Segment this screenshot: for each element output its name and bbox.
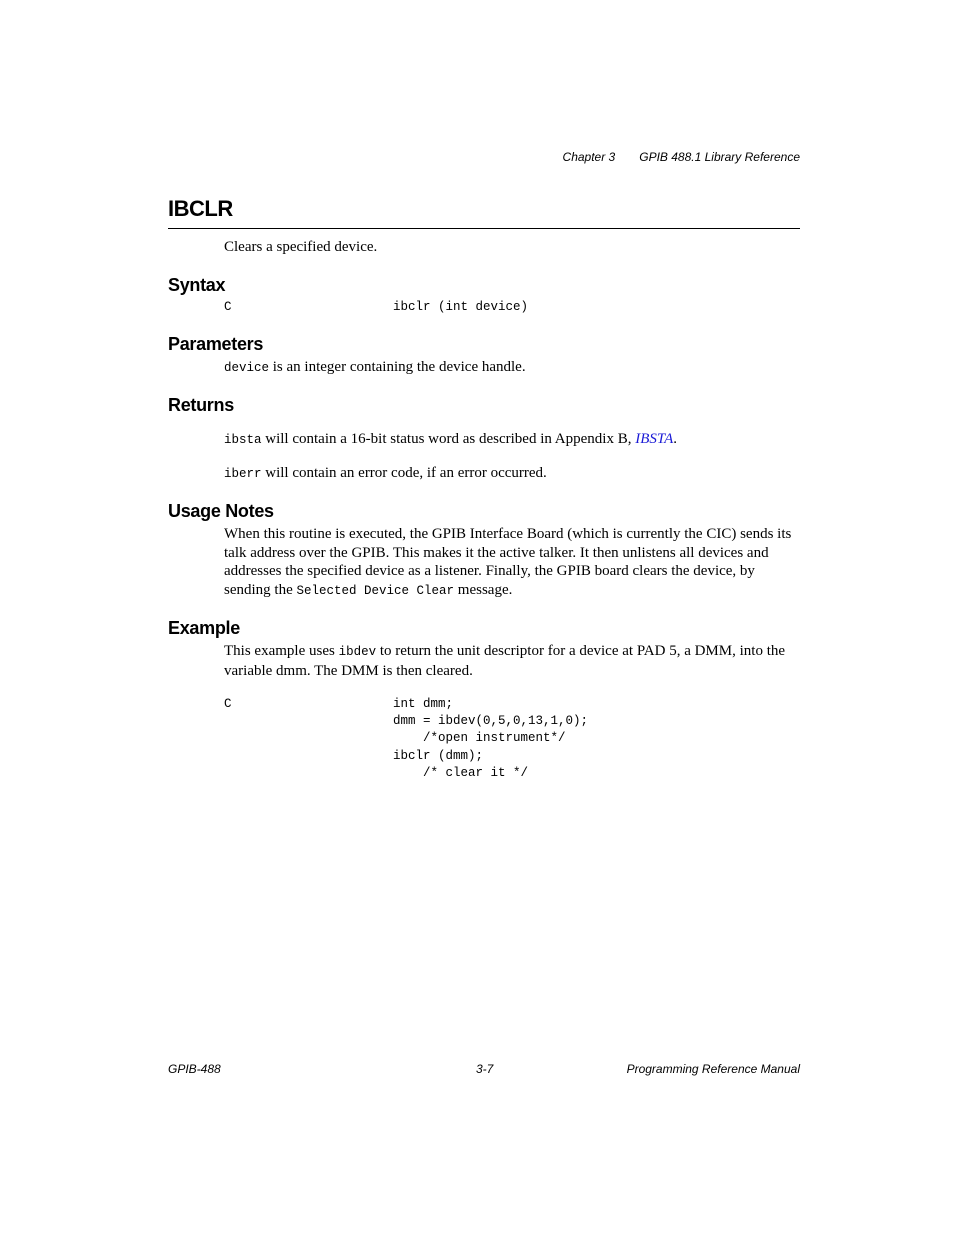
usage-notes-code: Selected Device Clear	[296, 584, 455, 599]
returns-ibsta	[224, 430, 800, 450]
example-paragraph	[224, 642, 800, 680]
usage-notes-text: When this routine is executed, the GPIB Interface Board (which is currently the CIC) sends its talk address over the GPIB. This makes it the active talker. It then unlistens all devices and addresses the specified device as a listener. Finally, the GPIB board clears the device, by sending the	[224, 526, 792, 599]
function-title: IBCLR	[168, 196, 233, 221]
running-header	[563, 150, 800, 164]
example-code-inline: ibdev	[338, 645, 377, 659]
code-line: int dmm;	[393, 697, 454, 711]
code-line: dmm = ibdev(0,5,0,13,1,0);	[393, 714, 589, 729]
syntax-language: C	[224, 300, 232, 314]
iberr-code: iberr	[224, 467, 262, 481]
footer-page-number: 3-7	[476, 1062, 494, 1076]
code-line: /*open instrument*/	[393, 731, 566, 746]
example-text-end: to return the unit descriptor for a device at PAD 5, a DMM, into the variable dmm. The DMM is then cleared.	[224, 643, 786, 679]
parameter-text: is an integer containing the device handle.	[269, 359, 526, 375]
ibsta-text: will contain a 16-bit status word as described in Appendix B,	[261, 431, 636, 447]
footer-left: GPIB-488	[168, 1062, 221, 1076]
example-language: C	[224, 697, 232, 711]
title-rule	[168, 228, 800, 229]
ibsta-code: ibsta	[224, 433, 262, 447]
returns-iberr	[224, 464, 800, 484]
section-label: GPIB 488.1 Library Reference	[639, 150, 800, 164]
example-heading: Example	[168, 618, 240, 638]
example-text: This example uses	[224, 643, 339, 659]
usage-notes-paragraph	[224, 525, 800, 601]
chapter-label: Chapter 3	[562, 150, 616, 164]
syntax-heading: Syntax	[168, 275, 226, 295]
code-line: /* clear it */	[393, 765, 529, 780]
parameter-name: device	[224, 361, 270, 375]
ibsta-period: .	[673, 431, 678, 447]
footer-right: Programming Reference Manual	[626, 1062, 800, 1076]
usage-notes-heading: Usage Notes	[168, 501, 274, 521]
iberr-text: will contain an error code, if an error occurred.	[261, 465, 547, 481]
usage-notes-text-end: message.	[454, 582, 513, 599]
parameter-description	[224, 358, 800, 378]
syntax-prototype: ibclr (int device)	[393, 300, 529, 314]
code-line: ibclr (dmm);	[393, 748, 484, 763]
function-summary: Clears a specified device.	[224, 239, 378, 255]
parameters-heading: Parameters	[168, 334, 264, 354]
ibsta-link[interactable]: IBSTA	[635, 431, 674, 447]
returns-heading: Returns	[168, 395, 234, 415]
example-code-block	[393, 696, 588, 782]
